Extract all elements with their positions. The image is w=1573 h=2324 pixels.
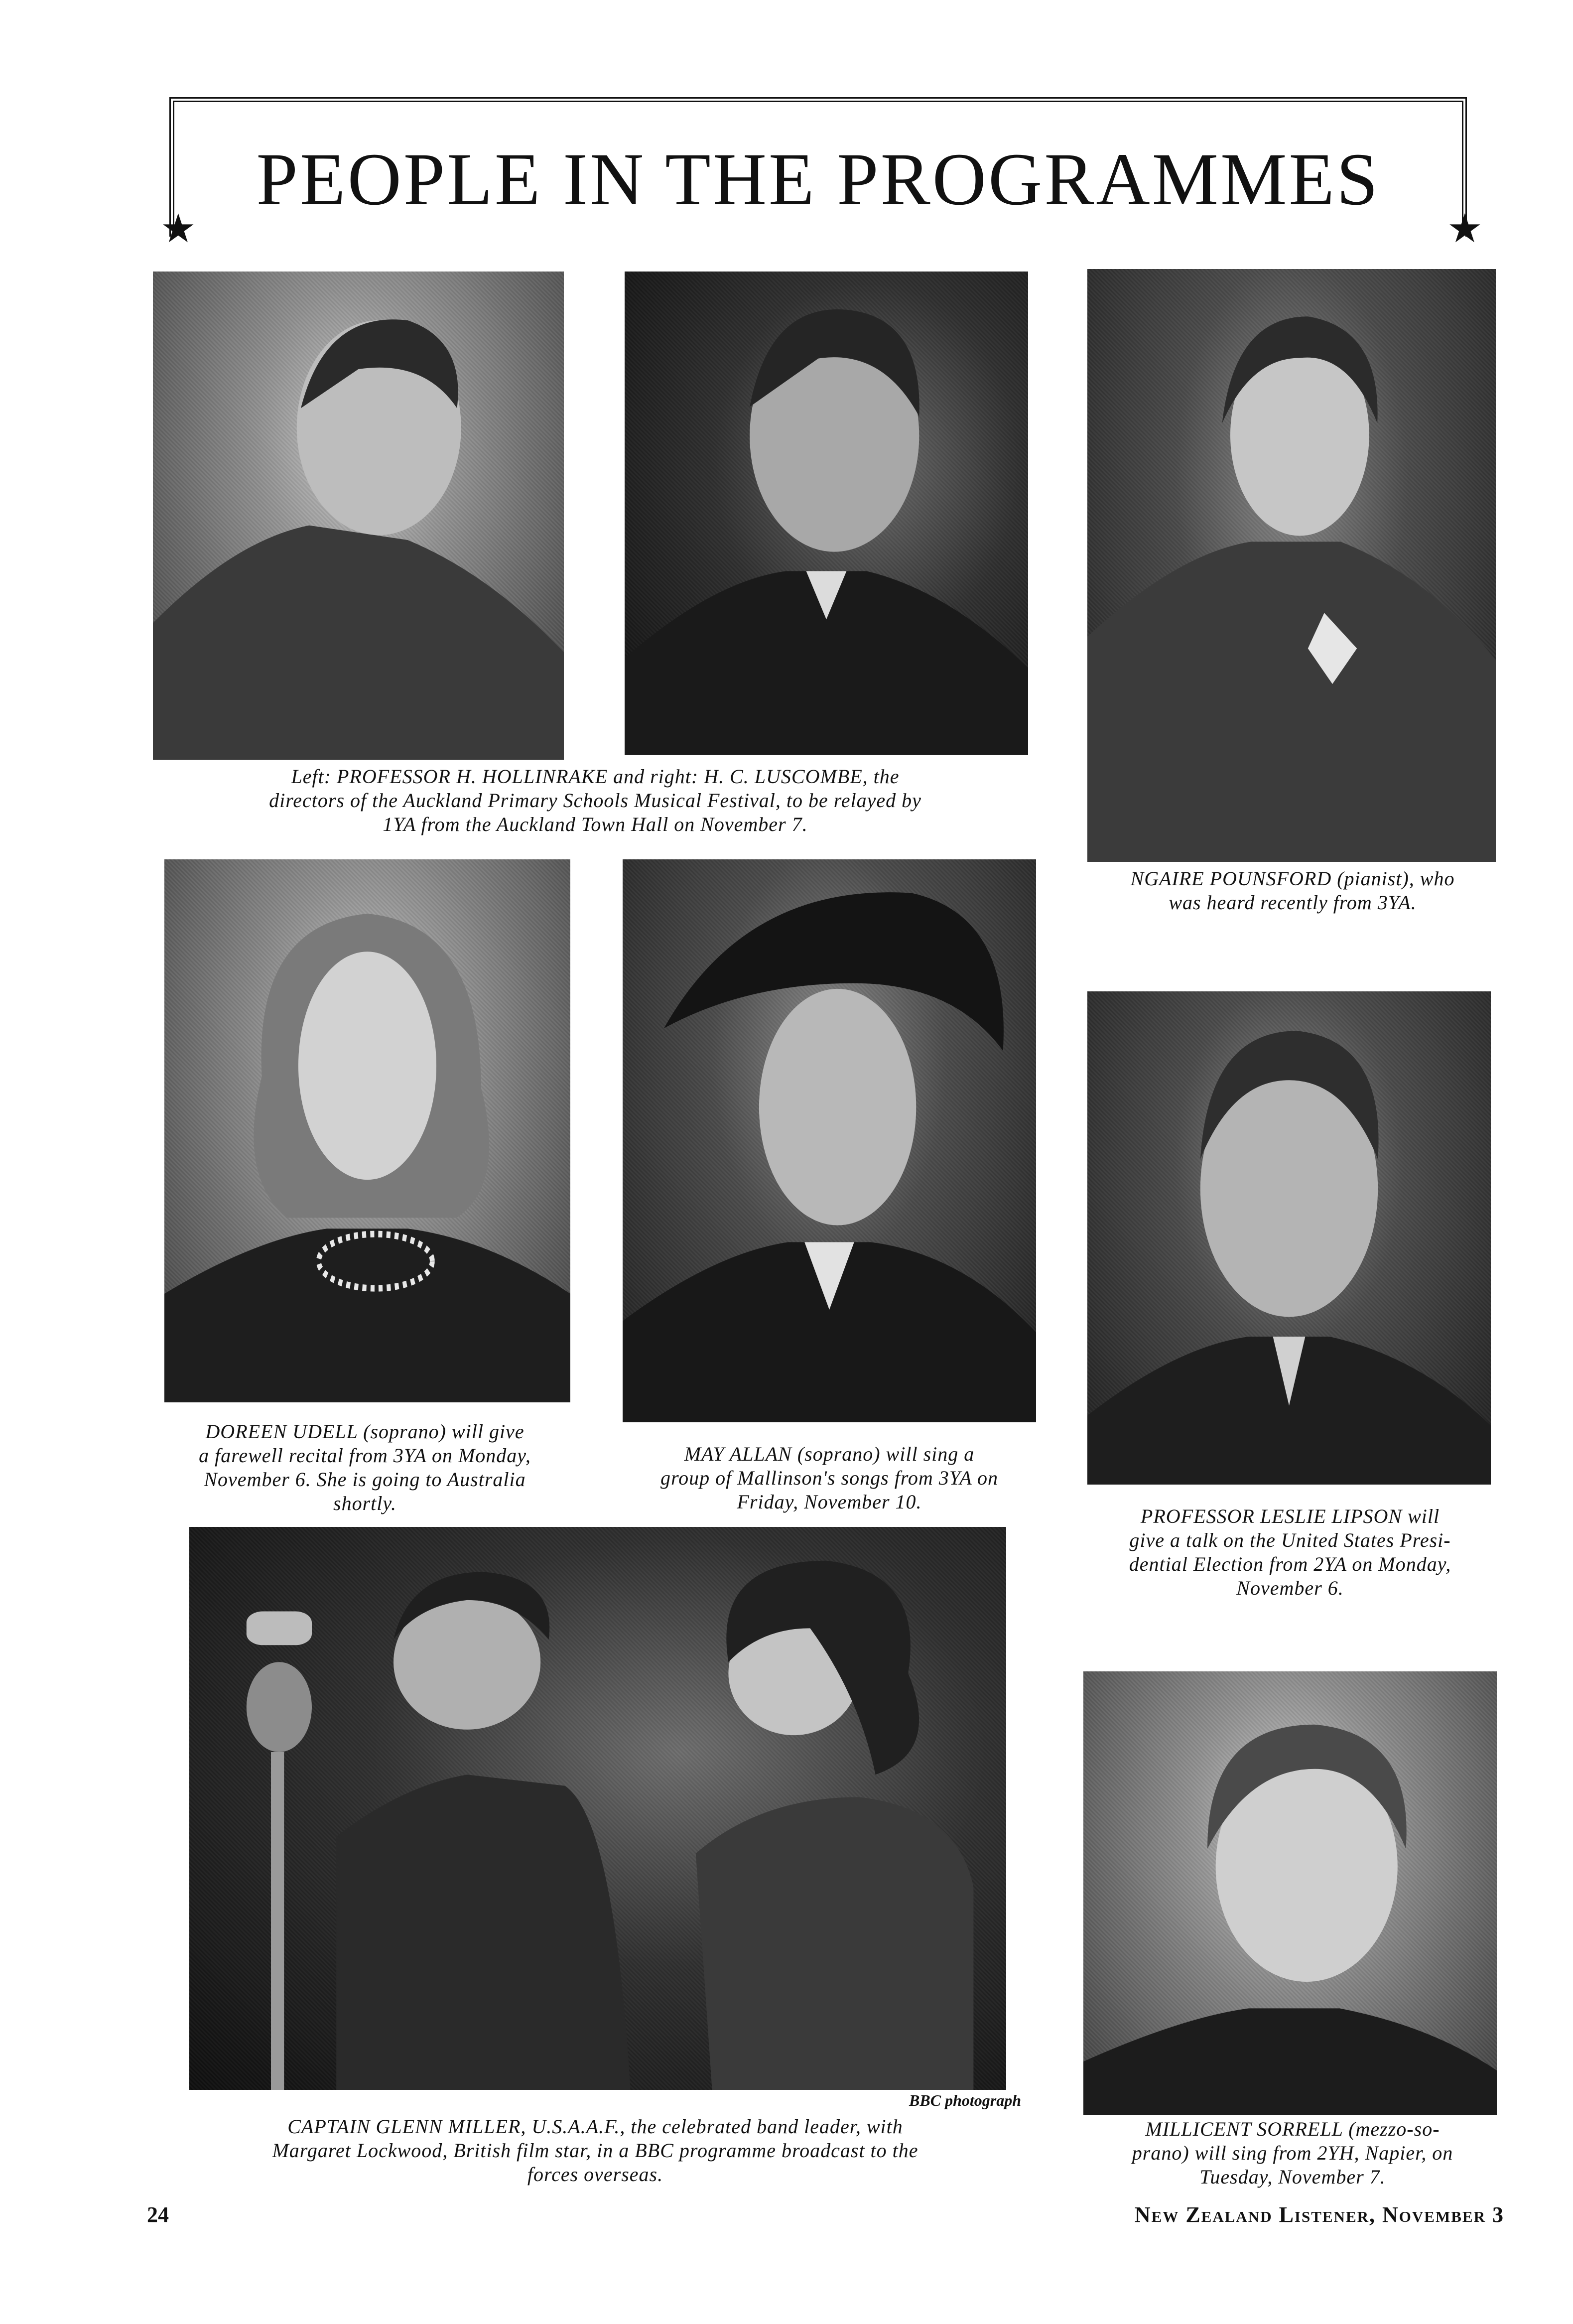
caption-line: dential Election from 2YA on Monday, xyxy=(1129,1553,1451,1575)
portrait-silhouette-icon xyxy=(623,859,1036,1422)
caption-allan xyxy=(618,1442,1041,1514)
caption-line: group of Mallinson's songs from 3YA on xyxy=(660,1467,998,1489)
caption-lipson xyxy=(1076,1504,1504,1600)
photo-credit: BBC photograph xyxy=(909,2091,1021,2109)
photo-luscombe xyxy=(625,272,1028,755)
caption-line: Friday, November 10. xyxy=(737,1491,922,1513)
caption-line: November 6. xyxy=(1236,1577,1344,1599)
caption-directors xyxy=(164,765,1026,836)
page-title: PEOPLE IN THE PROGRAMMES xyxy=(256,138,1380,221)
photo-sorrell xyxy=(1083,1671,1497,2115)
caption-line: November 6. She is going to Australia xyxy=(204,1468,526,1491)
caption-line: MAY ALLAN (soprano) will sing a xyxy=(684,1443,975,1465)
caption-line: prano) will sing from 2YH, Napier, on xyxy=(1132,2142,1453,2164)
star-ornament-right: ★ xyxy=(1447,207,1483,251)
page-number: 24 xyxy=(147,2202,169,2227)
photo-pounsford xyxy=(1087,269,1496,862)
photo-udell xyxy=(164,859,570,1402)
photo-allan xyxy=(623,859,1036,1422)
caption-line: Tuesday, November 7. xyxy=(1199,2166,1386,2188)
photo-hollinrake xyxy=(153,272,564,760)
caption-glenn-miller xyxy=(169,2115,1021,2187)
photo-lipson xyxy=(1087,991,1491,1485)
caption-line: NGAIRE POUNSFORD (pianist), who xyxy=(1130,867,1455,890)
caption-line: forces overseas. xyxy=(527,2163,663,2186)
microphone-scene-icon xyxy=(189,1527,1006,2090)
caption-line: CAPTAIN GLENN MILLER, U.S.A.A.F., the celebrated band leader, with xyxy=(287,2115,903,2138)
caption-line: shortly. xyxy=(333,1492,396,1514)
caption-pounsford xyxy=(1076,867,1509,915)
caption-sorrell xyxy=(1078,2117,1507,2189)
portrait-silhouette-icon xyxy=(1083,1671,1497,2115)
caption-line: give a talk on the United States Presi- xyxy=(1129,1529,1451,1551)
portrait-silhouette-icon xyxy=(1087,269,1496,862)
caption-line: PROFESSOR LESLIE LIPSON will xyxy=(1140,1505,1440,1527)
caption-line: Margaret Lockwood, British film star, in a BBC programme broadcast to the xyxy=(272,2139,918,2162)
caption-udell xyxy=(152,1420,578,1515)
caption-line: directors of the Auckland Primary Schools Musical Festival, to be relayed by xyxy=(269,789,921,812)
caption-line: a farewell recital from 3YA on Monday, xyxy=(199,1444,531,1467)
photo-glenn-miller xyxy=(189,1527,1006,2090)
caption-line: MILLICENT SORRELL (mezzo-so- xyxy=(1145,2118,1440,2140)
publication-footer: New Zealand Listener, November 3 xyxy=(1134,2202,1504,2227)
caption-line: 1YA from the Auckland Town Hall on November 7. xyxy=(383,813,808,835)
portrait-silhouette-icon xyxy=(153,272,564,760)
star-ornament-left: ★ xyxy=(160,207,196,251)
caption-line: Left: PROFESSOR H. HOLLINRAKE and right: H. C. LUSCOMBE, the xyxy=(291,765,900,788)
portrait-silhouette-icon xyxy=(164,859,570,1402)
caption-line: was heard recently from 3YA. xyxy=(1169,891,1417,914)
portrait-silhouette-icon xyxy=(625,272,1028,755)
portrait-silhouette-icon xyxy=(1087,991,1491,1485)
caption-line: DOREEN UDELL (soprano) will give xyxy=(205,1420,524,1443)
